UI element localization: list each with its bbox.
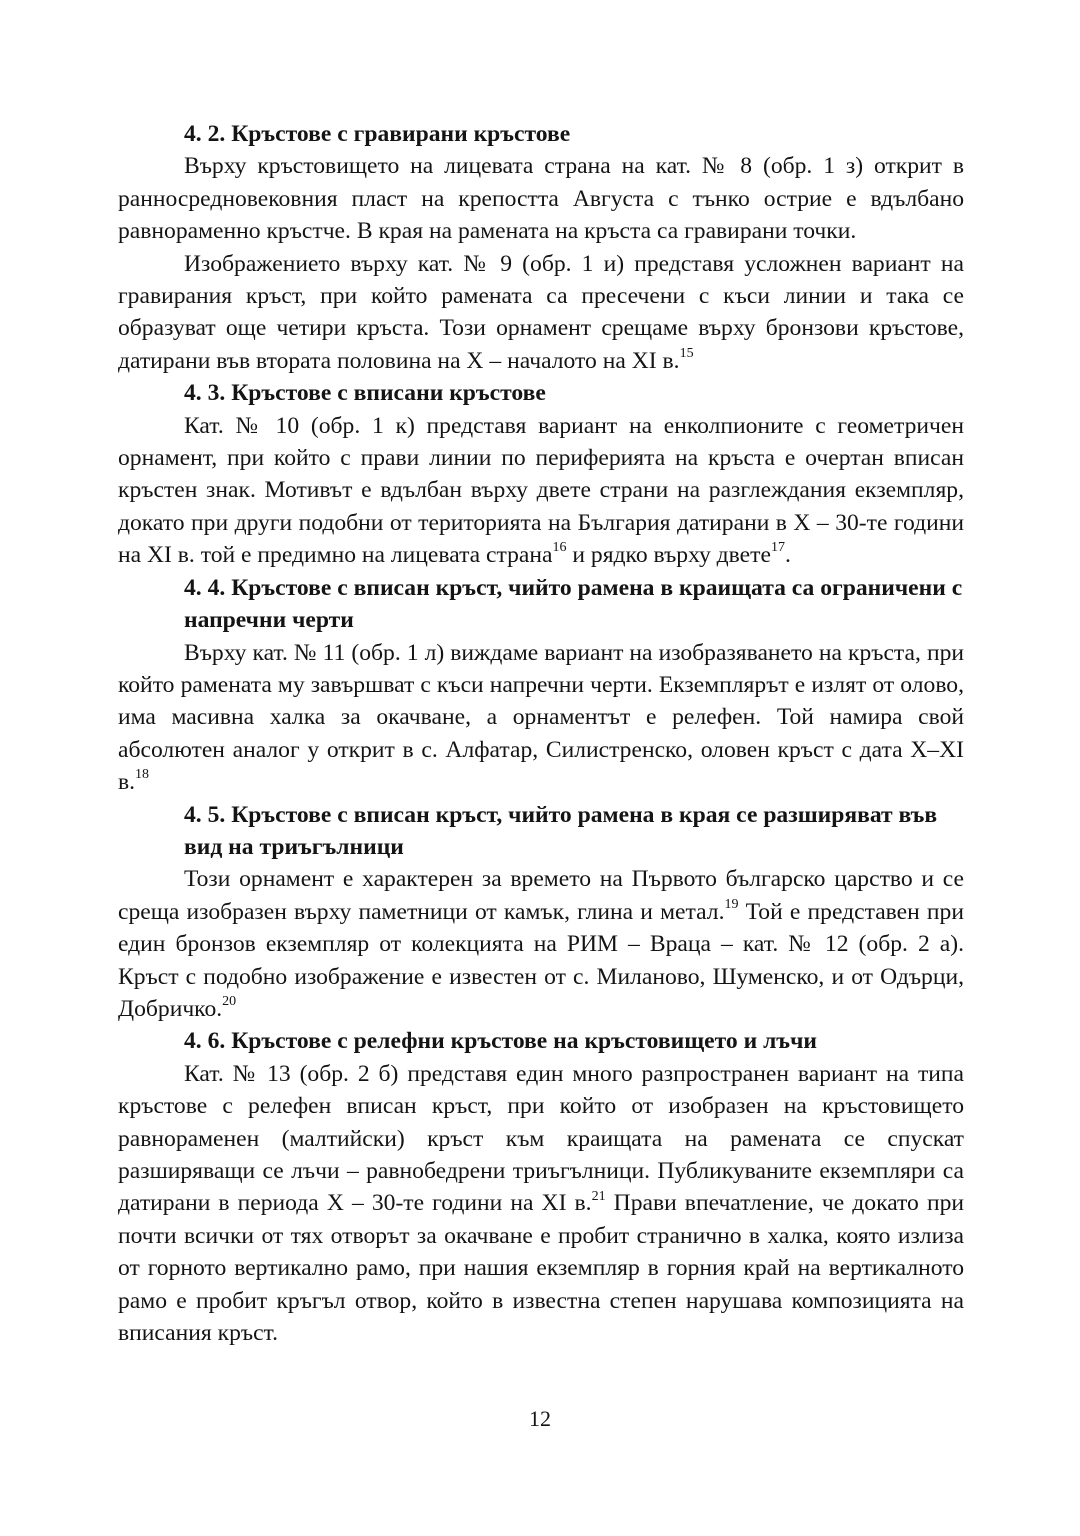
- paragraph-4-3-1: [118, 410, 964, 572]
- paragraph-text: Върху кат. № 11 (обр. 1 л) виждаме вариант на изобразяването на кръста, при който рамената му завършват с къси напречни черти. Екземплярът е излят от олово, има масивна халка за окачване, а орнаментът е релефен. Той намира свой абсолютен аналог у открит в с. Алфатар, Силистренско, оловен кръст с дата Х–ХІ в.: [118, 639, 964, 796]
- paragraph-4-6-1: [118, 1058, 964, 1350]
- paragraph-text: Кат. № 13 (обр. 2 б) представя един много разпространен вариант на типа кръстове с релефен вписан кръст, при който от изобразен на кръстовището равнораменен (малтийски) кръст към краищата на рамената се спускат разширяващи се лъчи – равнобедрени триъгълници. Публикуваните екземпляри са датирани в периода Х – 30-те години на ХІ в.: [118, 1060, 964, 1217]
- paragraph-text: Той е представен при един бронзов екземпляр от колекцията на РИМ – Враца – кат. № 12 (обр. 2 а). Кръст с подобно изображение е известен от с. Миланово, Шуменско, и от Одърци, Добричко.: [118, 898, 964, 1022]
- paragraph-text: .: [784, 542, 791, 569]
- heading-4-6: 4. 6. Кръстове с релефни кръстове на кръстовището и лъчи: [184, 1028, 817, 1055]
- heading-4-4: 4. 4. Кръстове с вписан кръст, чийто рамена в краищата са ограничени с напречни черти: [184, 574, 963, 634]
- paragraph-text: Изображението върху кат. № 9 (обр. 1 и) представя усложнен вариант на гравирания кръст, при който рамената са пресечени с къси линии и така се образуват още четири кръста. Този орнамент срещаме върху бронзови кръстове, датирани във втората половина на Х – началото на ХІ в.: [118, 250, 964, 374]
- paragraph-4-2-1: [118, 150, 964, 247]
- paragraph-text: и рядко върху двете: [566, 542, 771, 569]
- footnote-ref-20[interactable]: 20: [222, 994, 237, 1010]
- page-number: 12: [529, 1406, 551, 1431]
- footnote-ref-18[interactable]: 18: [135, 767, 150, 783]
- heading-4-5: 4. 5. Кръстове с вписан кръст, чийто рамена в края се разширяват във вид на триъгълници: [184, 801, 938, 860]
- paragraph-text: Прави впечатление, че докато при почти всички от тях отворът за окачване е пробит странично в халка, която излиза от горното вертикално рамо, при нашия екземпляр в горния край на вертикалното рамо е пробит кръгъл отвор, който в известна степен нарушава композицията на вписания кръст.: [118, 1190, 964, 1347]
- paragraph-4-2-2: [118, 248, 964, 378]
- footnote-ref-17[interactable]: 17: [770, 540, 785, 556]
- footnote-ref-15[interactable]: 15: [679, 345, 694, 361]
- paragraph-text: Кат. № 10 (обр. 1 к) представя вариант на енколпионите с геометричен орнамент, при който с прави линии по периферията на кръста е очертан вписан кръстен знак. Мотивът е вдълбан върху двете страни на разглеждания екземпляр, докато при други подобни от територията на България датирани в Х – 30-те години на ХІ в. той е предимно на лицевата страна: [118, 412, 964, 569]
- paragraph-4-4-1: [118, 637, 964, 799]
- heading-4-3: 4. 3. Кръстове с вписани кръстове: [184, 380, 546, 407]
- paragraph-text: Върху кръстовището на лицевата страна на кат. № 8 (обр. 1 з) открит в ранносредновековния пласт на крепостта Августа с тънко острие е вдълбано равнораменно кръстче. В края на рамената на кръста са гравирани точки.: [118, 153, 964, 245]
- footnote-ref-21[interactable]: 21: [591, 1188, 606, 1204]
- footnote-ref-16[interactable]: 16: [552, 540, 567, 556]
- footnote-ref-19[interactable]: 19: [724, 896, 739, 912]
- paragraph-4-5-1: [118, 863, 964, 1025]
- paragraph-text: Този орнамент е характерен за времето на Първото българско царство и се среща изобразен върху паметници от камък, глина и метал.: [118, 866, 964, 925]
- heading-4-2: 4. 2. Кръстове с гравирани кръстове: [184, 121, 571, 147]
- page-body: [118, 118, 964, 1349]
